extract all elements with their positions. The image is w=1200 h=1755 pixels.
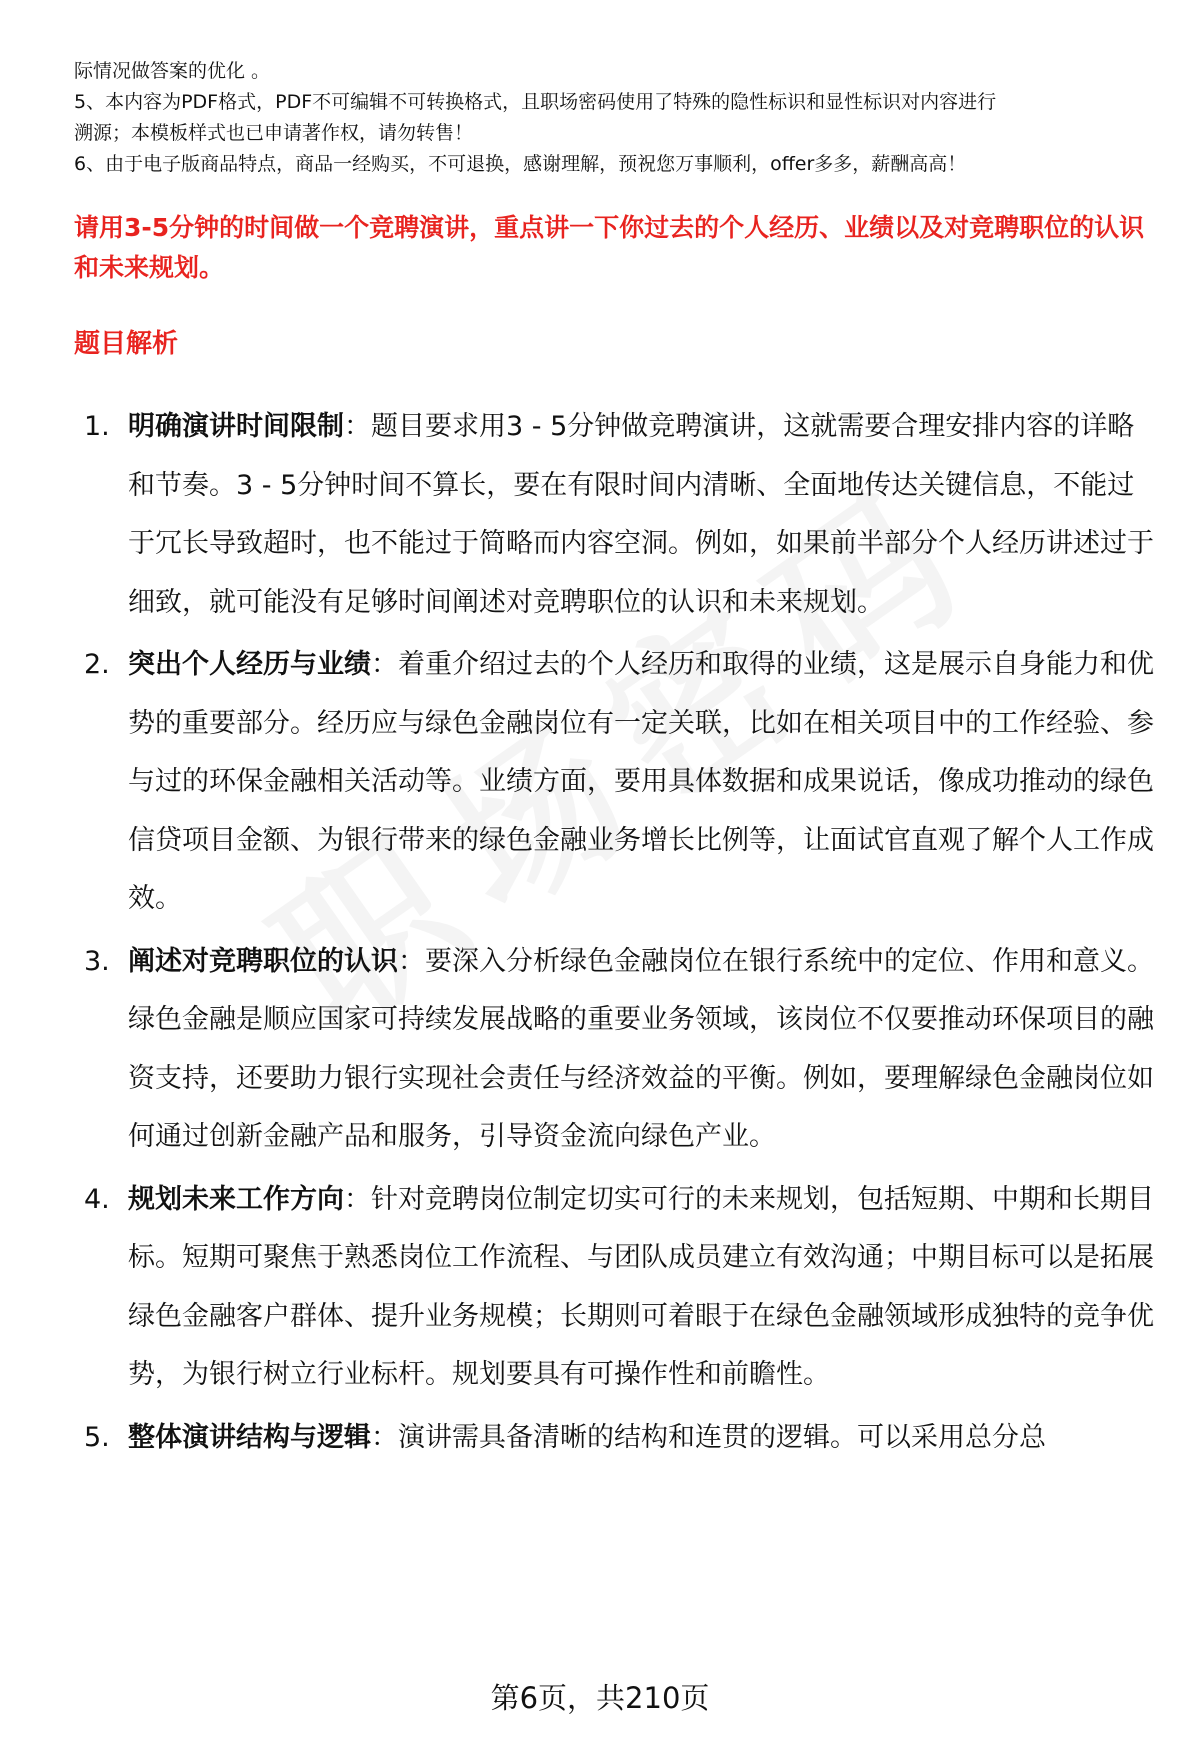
item-text: 着重介绍过去的个人经历和取得的业绩，这是展示自身能力和优势的重要部分。经历应与绿色金融岗位有一定关联，比如在相关项目中的工作经验、参与过的环保金融相关活动等。业绩方面，要用具体数据和成果说话，像成功推动的绿色信贷项目金额、为银行带来的绿色金融业务增长比例等，让面试官直观了解个人工作成效。	[128, 649, 1154, 914]
question-heading: 请用3-5分钟的时间做一个竞聘演讲，重点讲一下你过去的个人经历、业绩以及对竞聘职位的认识和未来规划。	[74, 213, 1145, 282]
item-body	[128, 1171, 1154, 1405]
item-title: 明确演讲时间限制	[128, 411, 344, 442]
item-title: 规划未来工作方向	[128, 1183, 344, 1215]
section-title: 题目解析	[74, 329, 179, 359]
item-number: 5.	[84, 1421, 110, 1453]
item-separator: ：	[344, 1183, 371, 1215]
item-title: 阐述对竞聘职位的认识	[128, 945, 398, 977]
item-title: 整体演讲结构与逻辑	[128, 1421, 371, 1453]
item-number: 1.	[84, 411, 110, 442]
list-item	[74, 636, 1154, 929]
notes-block	[74, 56, 1154, 180]
item-separator: ：	[371, 1421, 398, 1453]
item-number: 2.	[84, 649, 110, 680]
item-text: 要深入分析绿色金融岗位在银行系统中的定位、作用和意义。绿色金融是顺应国家可持续发展战略的重要业务领域，该岗位不仅要推动环保项目的融资支持，还要助力银行实现社会责任与经济效益的平衡。例如，要理解绿色金融岗位如何通过创新金融产品和服务，引导资金流向绿色产业。	[128, 945, 1154, 1152]
note-line: 6、由于电子版商品特点，商品一经购买，不可退换，感谢理解，预祝您万事顺利，offer多多，薪酬高高！	[74, 153, 967, 175]
item-separator: ：	[371, 649, 398, 680]
note-line: 5、本内容为PDF格式，PDF不可编辑不可转换格式，且职场密码使用了特殊的隐性标识和显性标识对内容进行	[74, 91, 997, 113]
item-separator: ：	[344, 411, 371, 442]
list-item	[74, 933, 1154, 1167]
page-number-footer: 第6页，共210页	[490, 1681, 710, 1715]
item-body	[128, 933, 1154, 1167]
item-text: 演讲需具备清晰的结构和连贯的逻辑。可以采用总分总	[398, 1421, 1046, 1453]
item-text: 针对竞聘岗位制定切实可行的未来规划，包括短期、中期和长期目标。短期可聚焦于熟悉岗位工作流程、与团队成员建立有效沟通；中期目标可以是拓展绿色金融客户群体、提升业务规模；长期则可着眼于在绿色金融领域形成独特的竞争优势，为银行树立行业标杆。规划要具有可操作性和前瞻性。	[128, 1183, 1154, 1390]
analysis-list	[74, 398, 1154, 1471]
list-item	[74, 1171, 1154, 1405]
item-body	[128, 398, 1154, 632]
item-text: 题目要求用3 - 5分钟做竞聘演讲，这就需要合理安排内容的详略和节奏。3 - 5分钟时间不算长，要在有限时间内清晰、全面地传达关键信息，不能过于冗长导致超时，也不能过于简略而内容空洞。例如，如果前半部分个人经历讲述过于细致，就可能没有足够时间阐述对竞聘职位的认识和未来规划。	[128, 411, 1154, 618]
note-line: 溯源；本模板样式也已申请著作权，请勿转售！	[74, 122, 474, 144]
item-number: 3.	[84, 945, 110, 977]
item-body	[128, 1409, 1154, 1468]
item-body	[128, 636, 1154, 929]
item-title: 突出个人经历与业绩	[128, 649, 371, 680]
item-separator: ：	[398, 945, 425, 977]
note-line: 际情况做答案的优化 。	[74, 60, 271, 82]
list-item	[74, 398, 1154, 632]
item-number: 4.	[84, 1183, 110, 1215]
list-item	[74, 1409, 1154, 1468]
